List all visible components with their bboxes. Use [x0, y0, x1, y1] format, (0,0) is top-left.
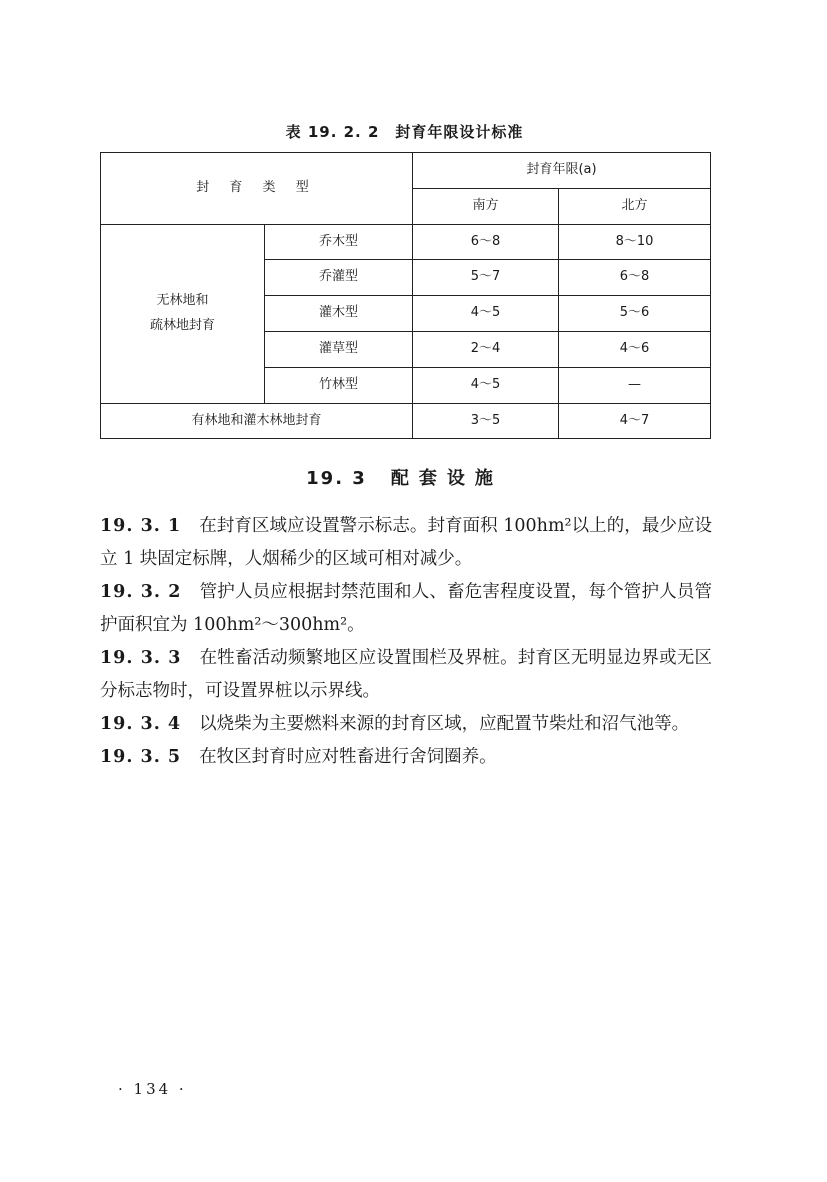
cell-type: 乔灌型 [265, 260, 413, 296]
section-heading [100, 464, 709, 490]
cell-north: 4～6 [559, 331, 711, 367]
section-number: 19. 3 [306, 468, 367, 489]
cell-south: 5～7 [413, 260, 559, 296]
cell-type: 灌草型 [265, 331, 413, 367]
clause-text: 在牧区封育时应对牲畜进行舍饲圈养。 [199, 747, 497, 767]
cell-north: — [559, 367, 711, 403]
header-years: 封育年限(a) [413, 153, 711, 189]
cell-type-wide: 有林地和灌木林地封育 [101, 403, 413, 439]
cell-type: 竹林型 [265, 367, 413, 403]
clause-text: 管护人员应根据封禁范围和人、畜危害程度设置，每个管护人员管护面积宜为 100hm²～300hm²。 [100, 582, 713, 635]
page-number: · 134 · [118, 1080, 187, 1098]
cell-type: 灌木型 [265, 296, 413, 332]
clause-number: 19. 3. 3 [100, 648, 182, 668]
table-row [101, 224, 711, 260]
clause [100, 741, 712, 774]
cell-north: 8～10 [559, 224, 711, 260]
clause-text: 以烧柴为主要燃料来源的封育区域，应配置节柴灶和沼气池等。 [199, 714, 690, 734]
cell-south: 6～8 [413, 224, 559, 260]
cell-north: 6～8 [559, 260, 711, 296]
clause [100, 576, 712, 642]
clause [100, 708, 712, 741]
group-label-line2: 疏林地封育 [149, 317, 215, 333]
clause [100, 642, 712, 708]
clause-list [100, 510, 712, 774]
cell-south: 4～5 [413, 296, 559, 332]
cell-north: 4～7 [559, 403, 711, 439]
clause-text: 在牲畜活动频繁地区应设置围栏及界桩。封育区无明显边界或无区分标志物时，可设置界桩以示界线。 [100, 648, 713, 701]
table-caption: 表 19. 2. 2 封育年限设计标准 [285, 123, 524, 141]
header-south: 南方 [413, 188, 559, 224]
group-label-line1: 无林地和 [156, 292, 209, 308]
clause-number: 19. 3. 5 [100, 747, 182, 767]
cell-type: 乔木型 [265, 224, 413, 260]
group-label [101, 224, 265, 403]
clause-number: 19. 3. 1 [100, 516, 182, 536]
cell-south: 4～5 [413, 367, 559, 403]
header-type: 封 育 类 型 [101, 153, 413, 225]
cell-north: 5～6 [559, 296, 711, 332]
standard-table [100, 152, 711, 439]
clause-text: 在封育区域应设置警示标志。封育面积 100hm²以上的，最少应设立 1 块固定标牌，人烟稀少的区域可相对减少。 [100, 516, 713, 569]
clause-number: 19. 3. 2 [100, 582, 182, 602]
cell-south: 2～4 [413, 331, 559, 367]
cell-south: 3～5 [413, 403, 559, 439]
header-north: 北方 [559, 188, 711, 224]
clause-number: 19. 3. 4 [100, 714, 182, 734]
table-row [101, 403, 711, 439]
section-title: 配套设施 [390, 468, 503, 489]
clause [100, 510, 712, 576]
